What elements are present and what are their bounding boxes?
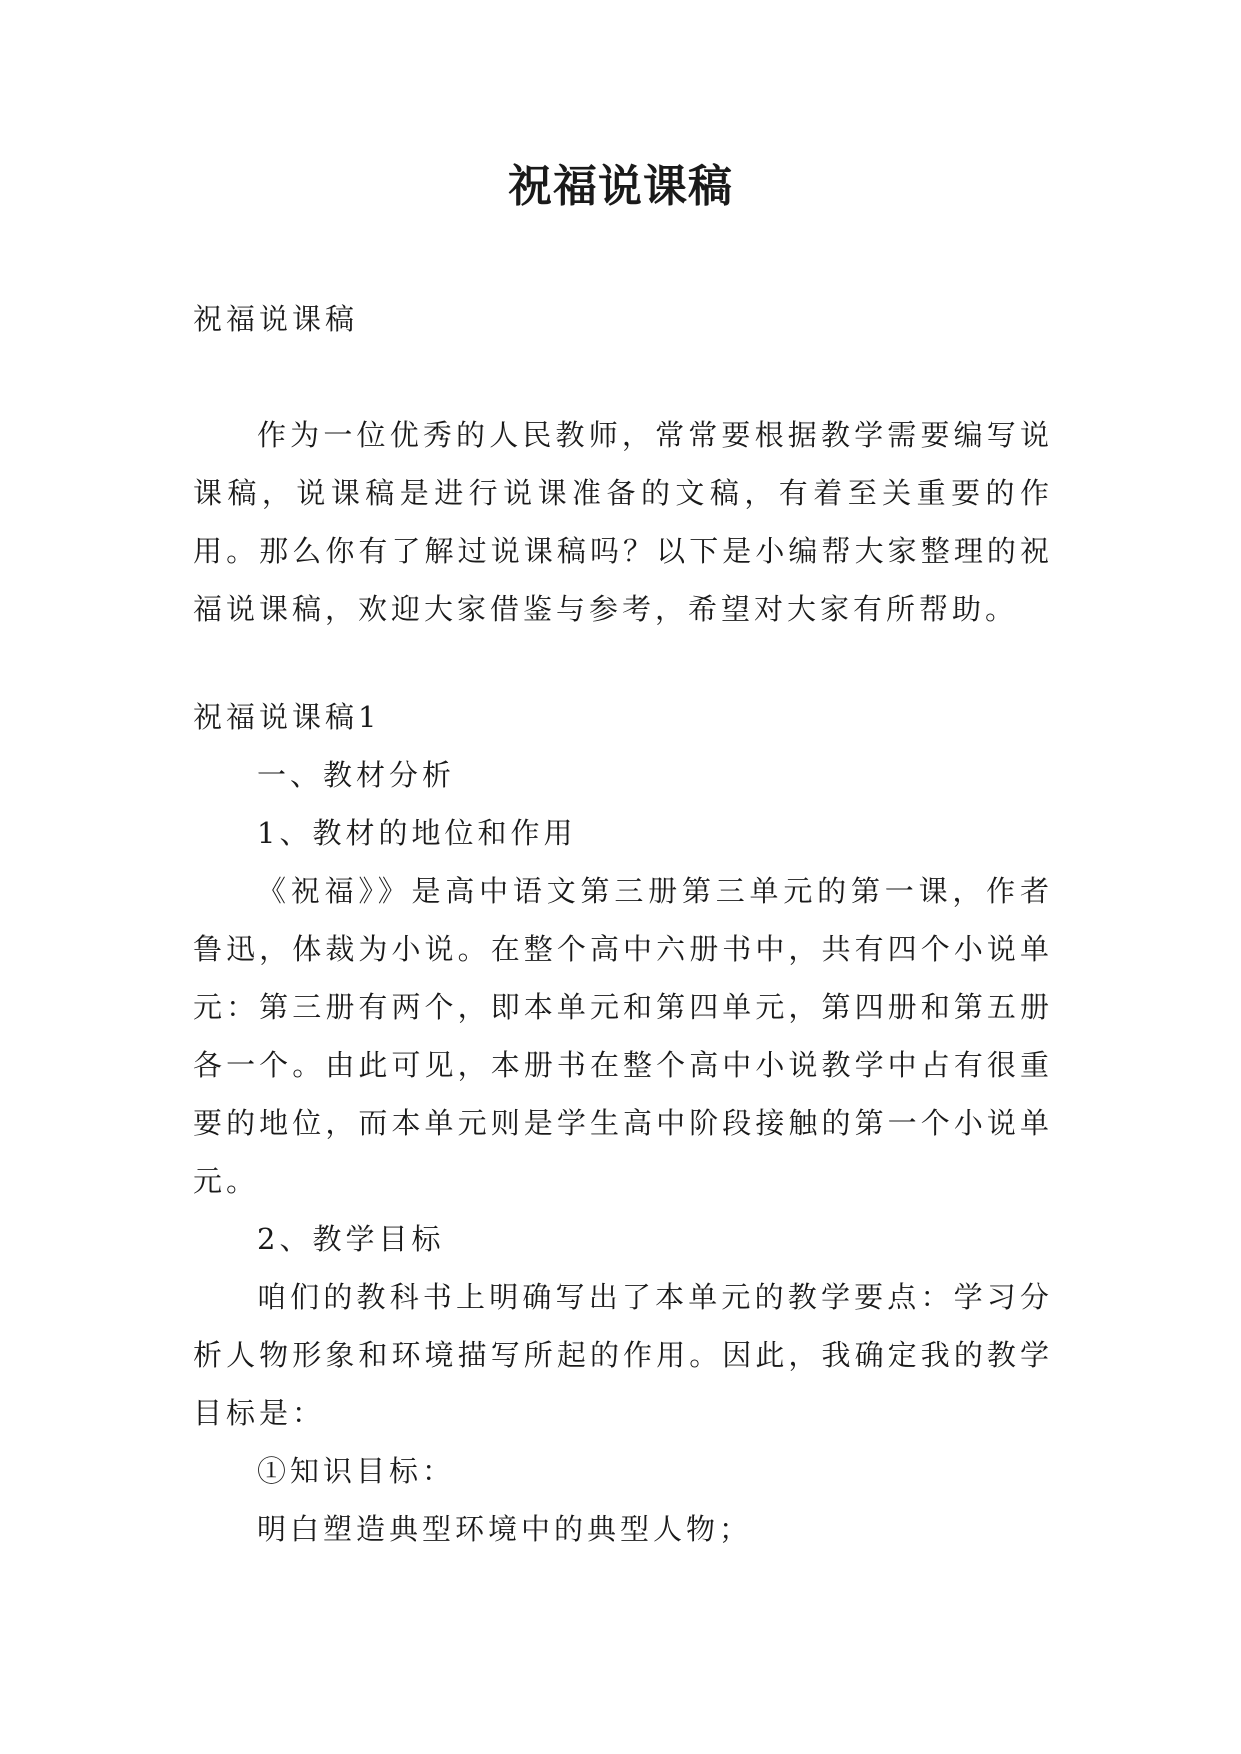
paragraph-status-and-role: 《祝福》》是高中语文第三册第三单元的第一课，作者鲁迅，体裁为小说。在整个高中六册书中，共有四个小说单元：第三册有两个，即本单元和第四单元，第四册和第五册各一个。由此可见，本册书在整个高中小说教学中占有很重要的地位，而本单元则是学生高中阶段接触的第一个小说单元。 [193,874,1053,1198]
document-subtitle: 祝福说课稿 [193,302,359,336]
heading-textbook-analysis: 一、教材分析 [257,758,456,792]
paragraph-knowledge-goal: 明白塑造典型环境中的典型人物； [257,1512,753,1546]
heading-teaching-goals: 2、教学目标 [257,1222,445,1256]
section-title: 祝福说课稿1 [193,700,381,734]
document-title: 祝福说课稿 [508,161,733,212]
intro-paragraph: 作为一位优秀的人民教师，常常要根据教学需要编写说课稿，说课稿是进行说课准备的文稿，有着至关重要的作用。那么你有了解过说课稿吗？以下是小编帮大家整理的祝福说课稿，欢迎大家借鉴与参考，希望对大家有所帮助。 [193,418,1053,626]
heading-status-and-role: 1、教材的地位和作用 [257,816,577,850]
document-body [193,290,1053,1558]
heading-knowledge-goal: ①知识目标： [257,1454,456,1488]
paragraph-teaching-goals: 咱们的教科书上明确写出了本单元的教学要点：学习分析人物形象和环境描写所起的作用。因此，我确定我的教学目标是： [193,1280,1053,1430]
